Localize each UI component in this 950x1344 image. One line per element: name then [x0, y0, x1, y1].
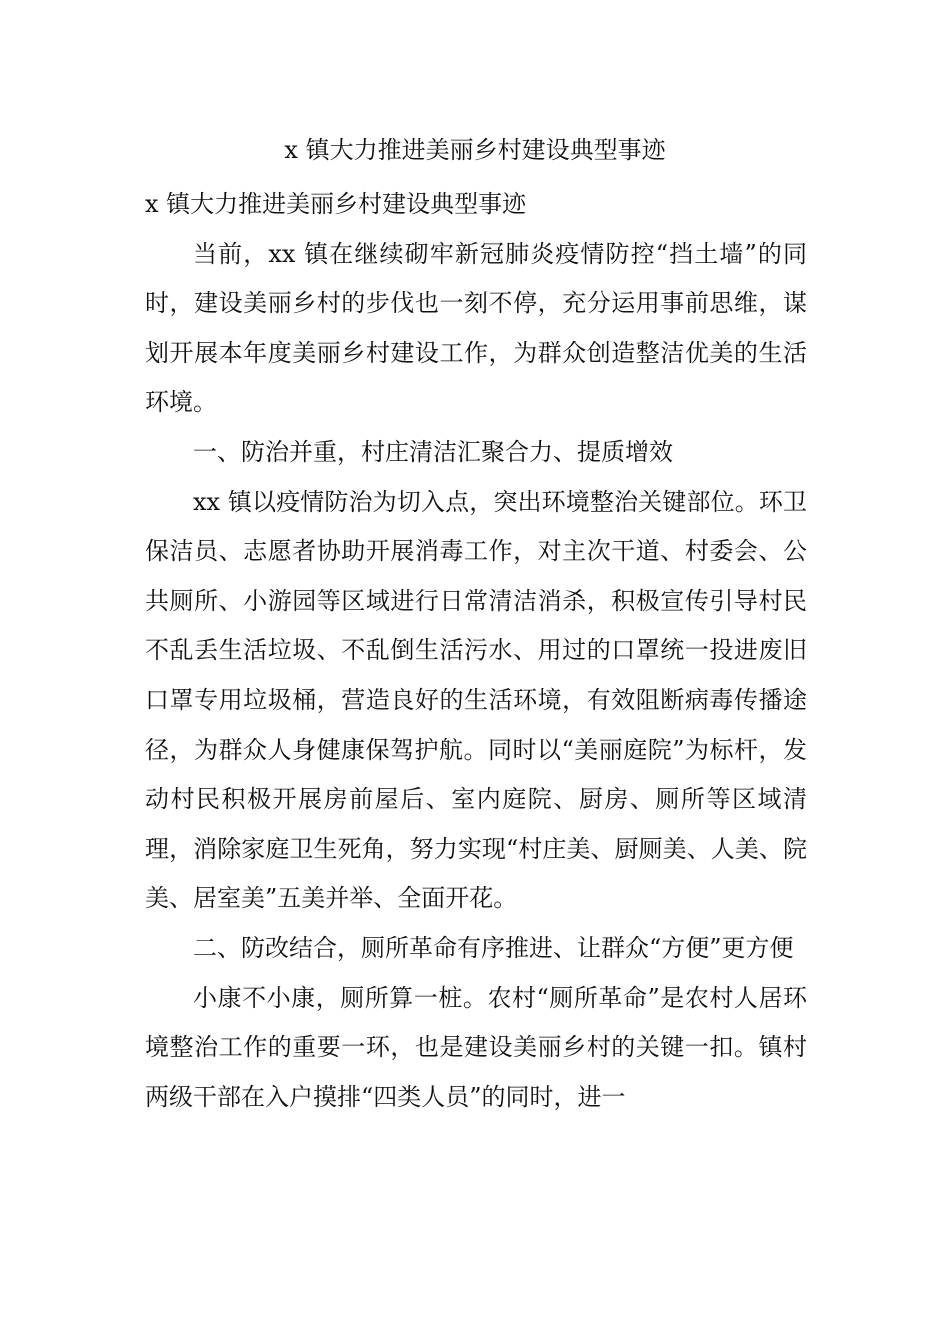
- paragraph-intro: 当前，xx 镇在继续砌牢新冠肺炎疫情防控“挡土墙”的同时，建设美丽乡村的步伐也一刻不停，充分运用事前思维，谋划开展本年度美丽乡村建设工作，为群众创造整洁优美的生活环境。: [145, 239, 807, 417]
- document-body: [145, 180, 807, 1122]
- document-title: x 镇大力推进美丽乡村建设典型事迹: [284, 136, 666, 164]
- section-heading-1: 一、防治并重，村庄清洁汇聚合力、提质增效: [193, 437, 673, 466]
- document-subtitle: x 镇大力推进美丽乡村建设典型事迹: [145, 190, 527, 218]
- paragraph-section-2: 小康不小康，厕所算一桩。农村“厕所革命”是农村人居环境整治工作的重要一环，也是建设美丽乡村的关键一扣。镇村两级干部在入户摸排“四类人员”的同时，进一: [145, 983, 807, 1111]
- section-heading-2: 二、防改结合，厕所革命有序推进、让群众“方便”更方便: [193, 933, 794, 962]
- paragraph-section-1: xx 镇以疫情防治为切入点，突出环境整治关键部位。环卫保洁员、志愿者协助开展消毒工作，对主次干道、村委会、公共厕所、小游园等区域进行日常清洁消杀，积极宣传引导村民不乱丢生活垃圾、不乱倒生活污水、用过的口罩统一投进废旧口罩专用垃圾桶，营造良好的生活环境，有效阻断病毒传播途径，为群众人身健康保驾护航。同时以“美丽庭院”为标杆，发动村民积极开展房前屋后、室内庭院、厨房、厕所等区域清理，消除家庭卫生死角，努力实现“村庄美、厨厕美、人美、院美、居室美”五美并举、全面开花。: [145, 487, 807, 913]
